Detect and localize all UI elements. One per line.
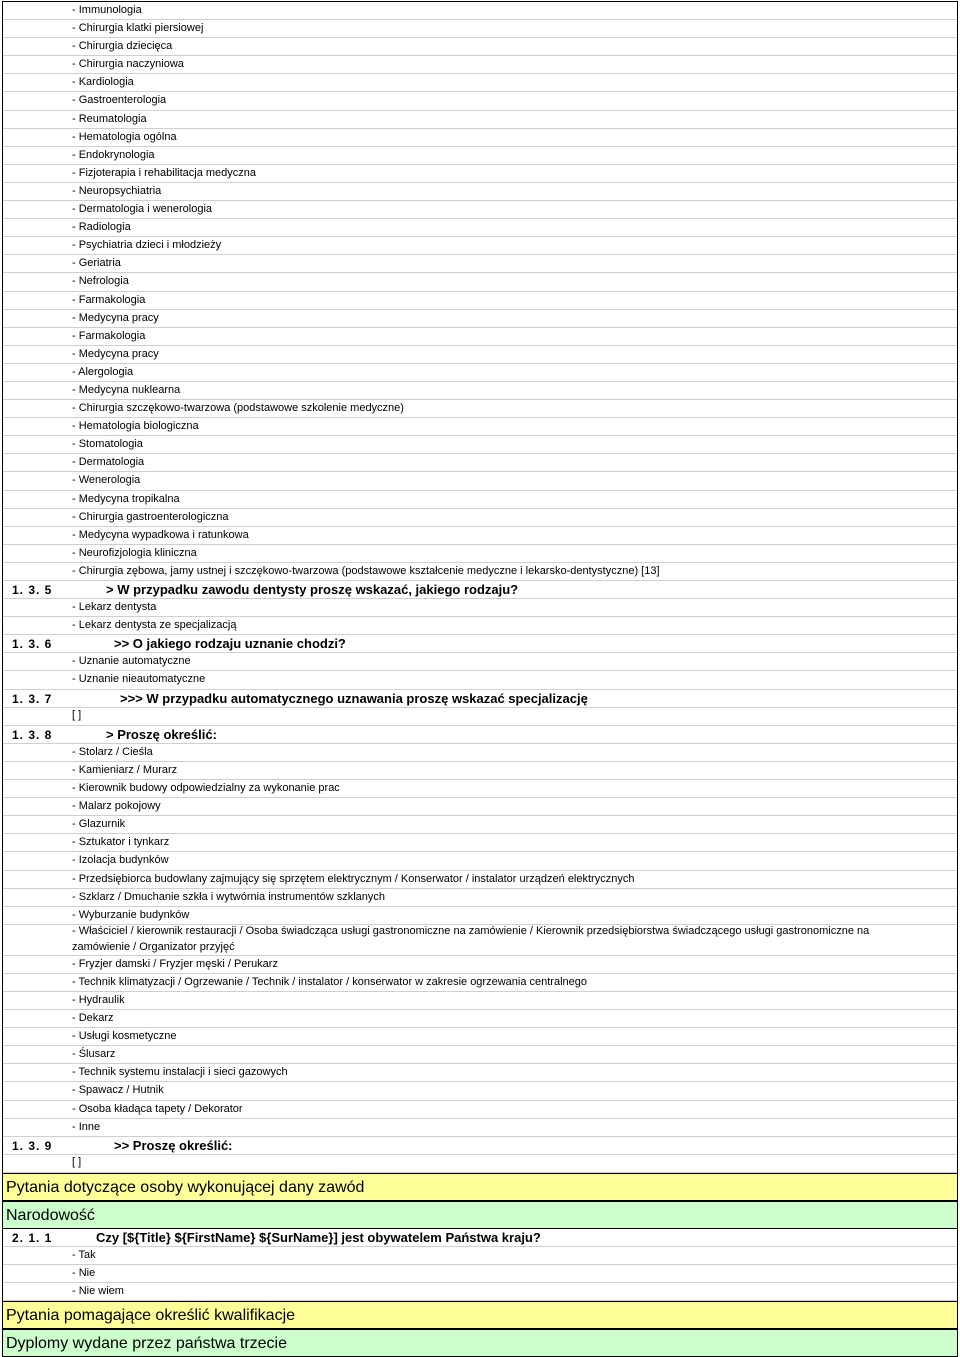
option-row[interactable]	[3, 237, 957, 255]
option-label: - Lekarz dentysta ze specjalizacją	[72, 619, 237, 632]
input-row[interactable]	[3, 1155, 957, 1173]
option-row[interactable]	[3, 273, 957, 291]
question-number: 1. 3. 8	[12, 727, 53, 742]
question-row	[3, 581, 957, 599]
question-row	[3, 690, 957, 708]
option-row[interactable]	[3, 1101, 957, 1119]
question-number: 1. 3. 5	[12, 583, 53, 597]
question-number: 1. 3. 6	[12, 637, 53, 652]
option-label: - Wenerologia	[72, 474, 141, 487]
option-row[interactable]	[3, 798, 957, 816]
option-row[interactable]	[3, 834, 957, 852]
option-row[interactable]	[3, 310, 957, 328]
option-label: - Nefrologia	[72, 275, 129, 288]
option-row[interactable]	[3, 956, 957, 974]
section-header	[3, 1173, 957, 1201]
option-row[interactable]	[3, 472, 957, 490]
option-label: - Chirurgia szczękowo-twarzowa (podstawowe szkolenie medyczne)	[72, 402, 404, 415]
option-row[interactable]	[3, 1082, 957, 1100]
option-label: - Technik klimatyzacji / Ogrzewanie / Technik / instalator / konserwator w zakresie ogrzewania centralnego	[72, 975, 587, 988]
option-label: - Neuropsychiatria	[72, 184, 162, 197]
option-row[interactable]	[3, 382, 957, 400]
question-number: 1. 3. 9	[12, 1138, 53, 1153]
option-label: - Neurofizjologia kliniczna	[72, 546, 197, 559]
option-label: - Nie wiem	[72, 1285, 124, 1298]
option-label: - Medycyna pracy	[72, 347, 159, 360]
option-row[interactable]	[3, 509, 957, 527]
option-row[interactable]	[3, 1119, 957, 1137]
option-label: - Malarz pokojowy	[72, 800, 161, 813]
question-text: > W przypadku zawodu dentysty proszę wskazać, jakiego rodzaju?	[106, 582, 519, 597]
option-label: - Kierownik budowy odpowiedzialny za wykonanie prac	[72, 782, 340, 795]
option-label: - Chirurgia dziecięca	[72, 40, 173, 53]
option-row[interactable]	[3, 545, 957, 563]
option-label: - Osoba kładąca tapety / Dekorator	[72, 1102, 243, 1115]
option-label: - Uznanie automatyczne	[72, 655, 191, 668]
option-label: - Hematologia biologiczna	[72, 420, 199, 433]
option-label: - Dekarz	[72, 1012, 114, 1025]
option-label: - Reumatologia	[72, 112, 147, 125]
section-header	[3, 1301, 957, 1329]
option-row[interactable]	[3, 563, 957, 581]
option-row[interactable]	[3, 527, 957, 545]
option-label: - Kamieniarz / Murarz	[72, 763, 178, 776]
option-row[interactable]	[3, 816, 957, 834]
option-label: - Uznanie nieautomatyczne	[72, 673, 206, 686]
option-row[interactable]	[3, 852, 957, 870]
option-label: - Dermatologia	[72, 456, 145, 469]
option-label: - Hematologia ogólna	[72, 130, 177, 143]
option-label: - Tak	[72, 1249, 96, 1261]
option-row[interactable]	[3, 889, 957, 907]
option-row[interactable]	[3, 111, 957, 129]
option-row[interactable]	[3, 201, 957, 219]
option-label: - Spawacz / Hutnik	[72, 1084, 164, 1097]
option-row[interactable]	[3, 1283, 957, 1301]
option-row[interactable]	[3, 328, 957, 346]
option-label: - Przedsiębiorca budowlany zajmujący się sprzętem elektrycznym / Konserwator / instalator urządzeń elektrycznych	[72, 872, 635, 885]
option-row[interactable]	[3, 1046, 957, 1064]
option-row[interactable]	[3, 346, 957, 364]
option-row[interactable]	[3, 992, 957, 1010]
question-text: >> O jakiego rodzaju uznanie chodzi?	[114, 636, 346, 652]
option-row[interactable]	[3, 2, 957, 20]
option-label: - Gastroenterologia	[72, 94, 167, 107]
option-label: - Immunologia	[72, 4, 142, 16]
option-label: - Szklarz / Dmuchanie szkła i wytwórnia instrumentów szklanych	[72, 890, 385, 903]
option-label: - Chirurgia zębowa, jamy ustnej i szczękowo-twarzowa (podstawowe kształcenie medyczne i lekarsko-dentystyczne) [13]	[72, 564, 660, 577]
option-row[interactable]	[3, 1247, 957, 1265]
option-label: - Medycyna nuklearna	[72, 383, 181, 396]
text-input-field[interactable]: [ ]	[72, 708, 82, 721]
option-label: - Chirurgia naczyniowa	[72, 58, 184, 71]
question-number: 2. 1. 1	[12, 1230, 53, 1245]
question-row	[3, 635, 957, 653]
question-text: >> Proszę określić:	[114, 1137, 233, 1153]
option-row[interactable]	[3, 1028, 957, 1046]
option-label: - Glazurnik	[72, 818, 126, 831]
option-row[interactable]	[3, 147, 957, 165]
option-row[interactable]	[3, 92, 957, 110]
option-row[interactable]	[3, 780, 957, 798]
option-row[interactable]	[3, 617, 957, 635]
section-header-title: Pytania dotyczące osoby wykonującej dany zawód	[6, 1178, 365, 1196]
question-row	[3, 726, 957, 744]
option-row[interactable]	[3, 74, 957, 92]
option-row[interactable]	[3, 925, 957, 956]
section-header-title: Pytania pomagające określić kwalifikacje	[6, 1307, 296, 1325]
option-label: - Medycyna tropikalna	[72, 492, 180, 505]
question-row	[3, 1137, 957, 1155]
option-label: - Sztukator i tynkarz	[72, 836, 170, 849]
subsection-header	[3, 1329, 957, 1357]
option-label: - Nie	[72, 1267, 96, 1280]
option-label: - Hydraulik	[72, 993, 125, 1006]
option-row[interactable]	[3, 219, 957, 237]
option-row[interactable]	[3, 255, 957, 273]
option-row[interactable]	[3, 292, 957, 310]
option-label: - Ślusarz	[72, 1048, 116, 1061]
input-row[interactable]	[3, 708, 957, 726]
option-row[interactable]	[3, 1265, 957, 1283]
subsection-header	[3, 1201, 957, 1229]
option-label: - Izolacja budynków	[72, 854, 169, 867]
option-label: - Kardiologia	[72, 76, 134, 89]
option-label: - Medycyna wypadkowa i ratunkowa	[72, 528, 249, 541]
option-label: - Usługi kosmetyczne	[72, 1030, 177, 1043]
option-row[interactable]	[3, 183, 957, 201]
option-row[interactable]	[3, 491, 957, 509]
subsection-header-title: Dyplomy wydane przez państwa trzecie	[6, 1335, 288, 1353]
text-input-field[interactable]: [ ]	[72, 1155, 82, 1168]
option-label: - Alergologia	[72, 365, 134, 378]
option-label: - Stolarz / Cieśla	[72, 745, 153, 758]
option-label: - Inne	[72, 1120, 101, 1133]
option-label: - Farmakologia	[72, 293, 146, 306]
questionnaire-form	[2, 1, 958, 1357]
option-label: - Właściciel / kierownik restauracji / Osoba świadcząca usługi gastronomiczne na zamówienie / Kierownik przedsiębiorstwa świadczącego usługi gastronomiczne na zamówienie / Organizator przyjęć	[72, 924, 870, 953]
option-row[interactable]	[3, 653, 957, 671]
subsection-header-title: Narodowość	[6, 1206, 95, 1224]
option-row[interactable]	[3, 744, 957, 762]
question-row	[3, 1229, 957, 1247]
option-label: - Fizjoterapia i rehabilitacja medyczna	[72, 166, 257, 179]
option-row[interactable]	[3, 364, 957, 382]
option-row[interactable]	[3, 129, 957, 147]
option-label: - Psychiatria dzieci i młodzieży	[72, 239, 222, 252]
option-label: - Lekarz dentysta	[72, 601, 157, 614]
option-row[interactable]	[3, 165, 957, 183]
option-row[interactable]	[3, 400, 957, 418]
option-label: - Medycyna pracy	[72, 311, 159, 324]
option-label: - Endokrynologia	[72, 148, 155, 161]
option-row[interactable]	[3, 454, 957, 472]
question-text: >>> W przypadku automatycznego uznawania proszę wskazać specjalizację	[120, 690, 588, 706]
option-label: - Geriatria	[72, 257, 121, 270]
option-row[interactable]	[3, 38, 957, 56]
option-row[interactable]	[3, 762, 957, 780]
option-row[interactable]	[3, 1064, 957, 1082]
option-row[interactable]	[3, 974, 957, 992]
question-text: Czy [${Title} ${FirstName} ${SurName}] jest obywatelem Państwa kraju?	[96, 1229, 541, 1245]
option-row[interactable]	[3, 20, 957, 38]
option-row[interactable]	[3, 907, 957, 925]
option-row[interactable]	[3, 599, 957, 617]
option-label: - Fryzjer damski / Fryzjer męski / Perukarz	[72, 957, 278, 970]
option-label: - Chirurgia klatki piersiowej	[72, 22, 204, 35]
option-row[interactable]	[3, 871, 957, 889]
option-row[interactable]	[3, 671, 957, 689]
option-row[interactable]	[3, 1010, 957, 1028]
option-label: - Chirurgia gastroenterologiczna	[72, 510, 229, 523]
option-row[interactable]	[3, 56, 957, 74]
question-number: 1. 3. 7	[12, 691, 53, 706]
option-label: - Wyburzanie budynków	[72, 908, 190, 921]
option-label: - Stomatologia	[72, 438, 143, 451]
question-text: > Proszę określić:	[106, 726, 217, 742]
option-label: - Radiologia	[72, 221, 131, 234]
option-row[interactable]	[3, 436, 957, 454]
option-label: - Farmakologia	[72, 329, 146, 342]
option-label: - Technik systemu instalacji i sieci gazowych	[72, 1066, 288, 1079]
option-row[interactable]	[3, 418, 957, 436]
option-label: - Dermatologia i wenerologia	[72, 203, 213, 216]
